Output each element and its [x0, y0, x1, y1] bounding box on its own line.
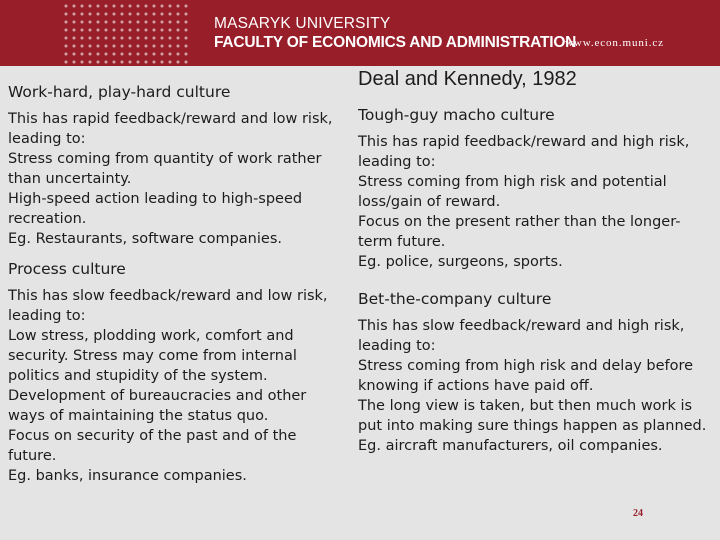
- left-column: [8, 82, 338, 486]
- section-line: This has slow feedback/reward and high risk, leading to:: [358, 318, 685, 354]
- slide-title: Deal and Kennedy, 1982: [358, 68, 577, 90]
- section-line: This has rapid feedback/reward and high risk, leading to:: [358, 134, 690, 170]
- page-number: 24: [633, 508, 643, 519]
- section-heading-bet-the-company: Bet-the-company culture: [358, 290, 552, 308]
- university-name: MASARYK UNIVERSITY: [214, 15, 391, 32]
- university-logo-dots: [62, 2, 192, 64]
- section-line: Focus on the present rather than the longer-term future.: [358, 214, 681, 250]
- header-banner: [0, 0, 720, 66]
- section-line: Eg. aircraft manufacturers, oil companies.: [358, 438, 663, 454]
- section-heading-work-hard: Work-hard, play-hard culture: [8, 83, 231, 101]
- section-line: This has slow feedback/reward and low risk, leading to:: [8, 288, 328, 324]
- right-column: [358, 105, 714, 456]
- faculty-name: FACULTY OF ECONOMICS AND ADMINISTRATION: [214, 34, 577, 51]
- website-url: www.econ.muni.cz: [565, 37, 664, 49]
- section-line: High-speed action leading to high-speed recreation.: [8, 191, 303, 227]
- section-line: The long view is taken, but then much work is put into making sure things happen as planned.: [358, 398, 707, 434]
- section-line: Focus on security of the past and of the future.: [8, 428, 297, 464]
- section-line: Eg. police, surgeons, sports.: [358, 254, 563, 270]
- section-line: Stress coming from high risk and potential loss/gain of reward.: [358, 174, 667, 210]
- section-line: Stress coming from high risk and delay before knowing if actions have paid off.: [358, 358, 694, 394]
- section-heading-tough-guy: Tough-guy macho culture: [358, 106, 555, 124]
- section-line: Development of bureaucracies and other ways of maintaining the status quo.: [8, 388, 307, 424]
- section-line: Eg. Restaurants, software companies.: [8, 231, 282, 247]
- section-line: Low stress, plodding work, comfort and security. Stress may come from internal politics and stupidity of the system.: [8, 328, 297, 384]
- section-line: Stress coming from quantity of work rather than uncertainty.: [8, 151, 322, 187]
- section-line: Eg. banks, insurance companies.: [8, 468, 247, 484]
- section-line: This has rapid feedback/reward and low risk, leading to:: [8, 111, 333, 147]
- section-heading-process: Process culture: [8, 260, 126, 278]
